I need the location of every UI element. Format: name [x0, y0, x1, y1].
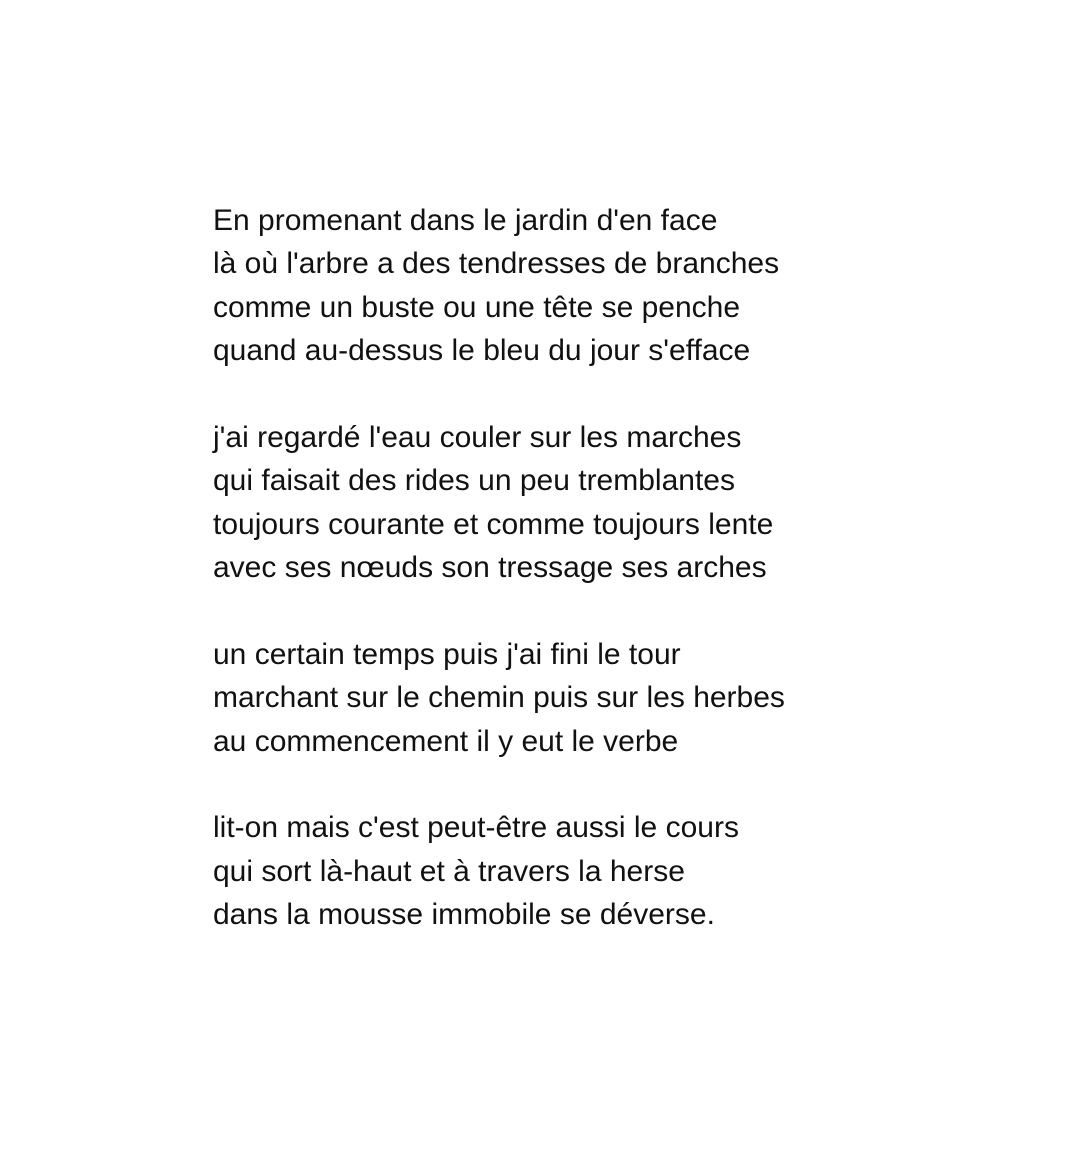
poem-line: comme un buste ou une tête se penche: [213, 290, 741, 324]
poem-line: j'ai regardé l'eau couler sur les marches: [213, 420, 742, 454]
stanza-3: [213, 633, 785, 763]
poem-line: avec ses nœuds son tressage ses arches: [213, 551, 767, 585]
poem-line: au commencement il y eut le verbe: [213, 724, 679, 758]
stanza-4: [213, 806, 785, 936]
stanza-1: [213, 199, 785, 373]
poem-line: marchant sur le chemin puis sur les herbes: [213, 681, 785, 715]
poem-line: dans la mousse immobile se déverse.: [213, 898, 715, 932]
poem-line: quand au-dessus le bleu du jour s'efface: [213, 334, 751, 368]
poem-line: qui faisait des rides un peu tremblantes: [213, 464, 735, 498]
poem-line: En promenant dans le jardin d'en face: [213, 204, 718, 237]
stanza-2: [213, 416, 785, 590]
poem-text: [213, 199, 785, 937]
poem-line: un certain temps puis j'ai fini le tour: [213, 637, 681, 671]
poem-line: qui sort là-haut et à travers la herse: [213, 854, 685, 888]
poem-line: là où l'arbre a des tendresses de branches: [213, 247, 780, 281]
poem-line: toujours courante et comme toujours lente: [213, 507, 774, 541]
poem-line: lit-on mais c'est peut-être aussi le cours: [213, 811, 739, 845]
